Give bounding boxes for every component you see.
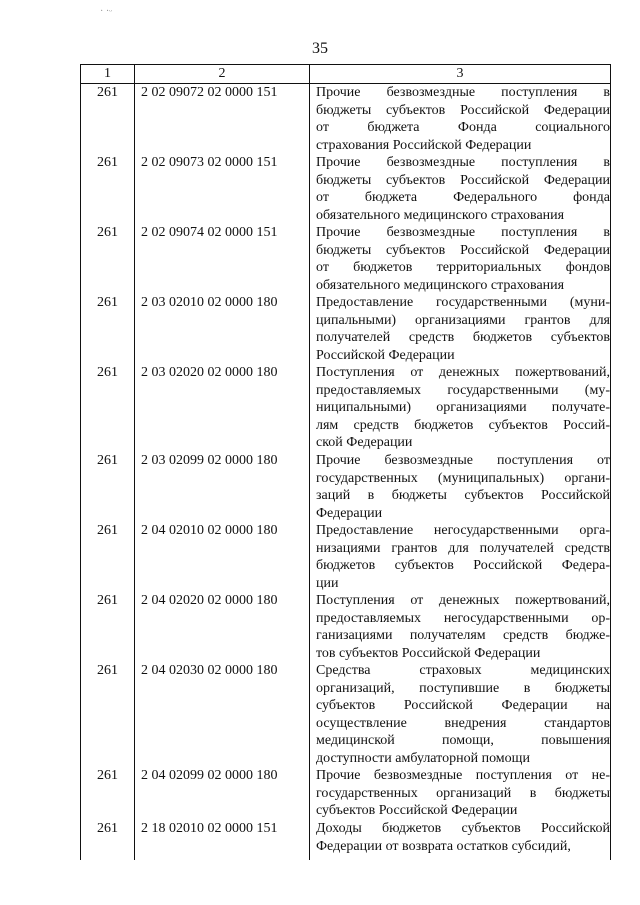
description-line: Предоставление государственными (муни- — [316, 295, 610, 310]
description-line: Предоставление негосударственными орга- — [316, 523, 610, 538]
description-cell — [310, 522, 611, 592]
table-header-row — [81, 65, 611, 84]
description-cell — [310, 452, 611, 522]
admin-code-cell: 261 — [81, 84, 135, 155]
admin-code-cell: 261 — [81, 224, 135, 294]
description-line: ции — [316, 575, 339, 591]
description-line: тов субъектов Российской Федерации — [316, 645, 541, 661]
description-line: ской Федерации — [316, 435, 413, 450]
description-line: Поступления от денежных пожертвований, — [316, 365, 610, 380]
admin-code-cell: 261 — [81, 364, 135, 452]
description-line: Прочие безвозмездные поступления в — [316, 155, 610, 170]
description-line: предоставляемых государственными (му- — [316, 382, 610, 398]
description-cell — [310, 154, 611, 224]
column-header-3: 3 — [310, 65, 611, 84]
budget-code-cell: 2 03 02010 02 0000 180 — [135, 294, 310, 364]
admin-code-cell: 261 — [81, 767, 135, 820]
budget-code-cell: 2 04 02030 02 0000 180 — [135, 662, 310, 767]
table-row — [81, 592, 611, 662]
description-line: заций в бюджеты субъектов Российской — [316, 488, 610, 503]
description-line: бюджеты субъектов Российской Федерации — [316, 172, 610, 188]
revenue-code-table — [80, 64, 611, 860]
description-cell — [310, 820, 611, 860]
page-number: 35 — [312, 40, 328, 57]
description-cell — [310, 662, 611, 767]
description-line: обязательного медицинского страхования — [316, 207, 565, 223]
description-line: Доходы бюджетов субъектов Российской — [316, 821, 610, 836]
description-line: Прочие безвозмездные поступления в — [316, 85, 610, 100]
description-line: Российской Федерации — [316, 347, 455, 363]
description-line: бюджеты субъектов Российской Федерации — [316, 102, 610, 118]
description-line: ганизациями получателям средств бюдже- — [316, 628, 610, 643]
description-line: от бюджета Федерального фонда — [316, 190, 610, 205]
admin-code-cell: 261 — [81, 662, 135, 767]
description-line: от бюджетов территориальных фондов — [316, 260, 610, 275]
description-line: доступности амбулаторной помощи — [316, 750, 530, 766]
description-line: от бюджета Фонда социального — [316, 120, 610, 135]
description-line: ципальными) организациями грантов для — [316, 312, 610, 328]
description-line: предоставляемых негосударственными ор- — [316, 610, 610, 626]
description-line: Поступления от денежных пожертвований, — [316, 593, 610, 608]
table-row — [81, 84, 611, 155]
description-line: Прочие безвозмездные поступления от — [316, 453, 610, 468]
budget-code-cell: 2 18 02010 02 0000 151 — [135, 820, 310, 860]
description-line: субъектов Российской Федерации на — [316, 698, 610, 713]
admin-code-cell: 261 — [81, 154, 135, 224]
budget-code-cell: 2 03 02099 02 0000 180 — [135, 452, 310, 522]
description-line: медицинской помощи, повышения — [316, 733, 610, 748]
table-row — [81, 662, 611, 767]
table-row — [81, 294, 611, 364]
description-cell — [310, 364, 611, 452]
description-line: Прочие безвозмездные поступления в — [316, 225, 610, 240]
description-cell — [310, 84, 611, 155]
description-line: лям средств бюджетов субъектов Россий- — [316, 417, 610, 433]
scan-artifact: · ·ᵕ — [100, 6, 113, 17]
description-line: страхования Российской Федерации — [316, 137, 532, 153]
admin-code-cell: 261 — [81, 592, 135, 662]
description-line: бюджеты субъектов Российской Федерации — [316, 242, 610, 258]
description-line: обязательного медицинского страхования — [316, 277, 565, 293]
budget-code-cell: 2 04 02020 02 0000 180 — [135, 592, 310, 662]
description-line: государственных организаций в бюджеты — [316, 785, 610, 801]
admin-code-cell: 261 — [81, 522, 135, 592]
description-cell — [310, 294, 611, 364]
table-row — [81, 452, 611, 522]
description-line: бюджетов субъектов Российской Федера- — [316, 558, 610, 573]
budget-code-cell: 2 02 09073 02 0000 151 — [135, 154, 310, 224]
description-line: осуществление внедрения стандартов — [316, 715, 610, 731]
description-line: низациями грантов для получателей средств — [316, 540, 610, 556]
column-header-1: 1 — [81, 65, 135, 84]
budget-code-cell: 2 02 09072 02 0000 151 — [135, 84, 310, 155]
column-header-2: 2 — [135, 65, 310, 84]
budget-code-cell: 2 04 02010 02 0000 180 — [135, 522, 310, 592]
description-line: Средства страховых медицинских — [316, 663, 610, 678]
description-line: Прочие безвозмездные поступления от не- — [316, 768, 610, 783]
description-cell — [310, 592, 611, 662]
budget-code-cell: 2 04 02099 02 0000 180 — [135, 767, 310, 820]
admin-code-cell: 261 — [81, 294, 135, 364]
table-row — [81, 154, 611, 224]
description-cell — [310, 224, 611, 294]
budget-code-cell: 2 02 09074 02 0000 151 — [135, 224, 310, 294]
table-row — [81, 820, 611, 860]
table-body — [81, 84, 611, 861]
table-row — [81, 522, 611, 592]
description-line: государственных (муниципальных) органи- — [316, 470, 610, 486]
description-line: организаций, поступившие в бюджеты — [316, 680, 610, 696]
admin-code-cell: 261 — [81, 820, 135, 860]
description-line: Федерации от возврата остатков субсидий, — [316, 838, 571, 854]
description-line: ниципальными) организациями получате- — [316, 400, 610, 415]
description-line: получателей средств бюджетов субъектов — [316, 330, 610, 345]
description-cell — [310, 767, 611, 820]
table-row — [81, 224, 611, 294]
admin-code-cell: 261 — [81, 452, 135, 522]
description-line: Федерации — [316, 505, 383, 521]
table-row — [81, 364, 611, 452]
description-line: субъектов Российской Федерации — [316, 803, 518, 818]
budget-code-cell: 2 03 02020 02 0000 180 — [135, 364, 310, 452]
table-row — [81, 767, 611, 820]
